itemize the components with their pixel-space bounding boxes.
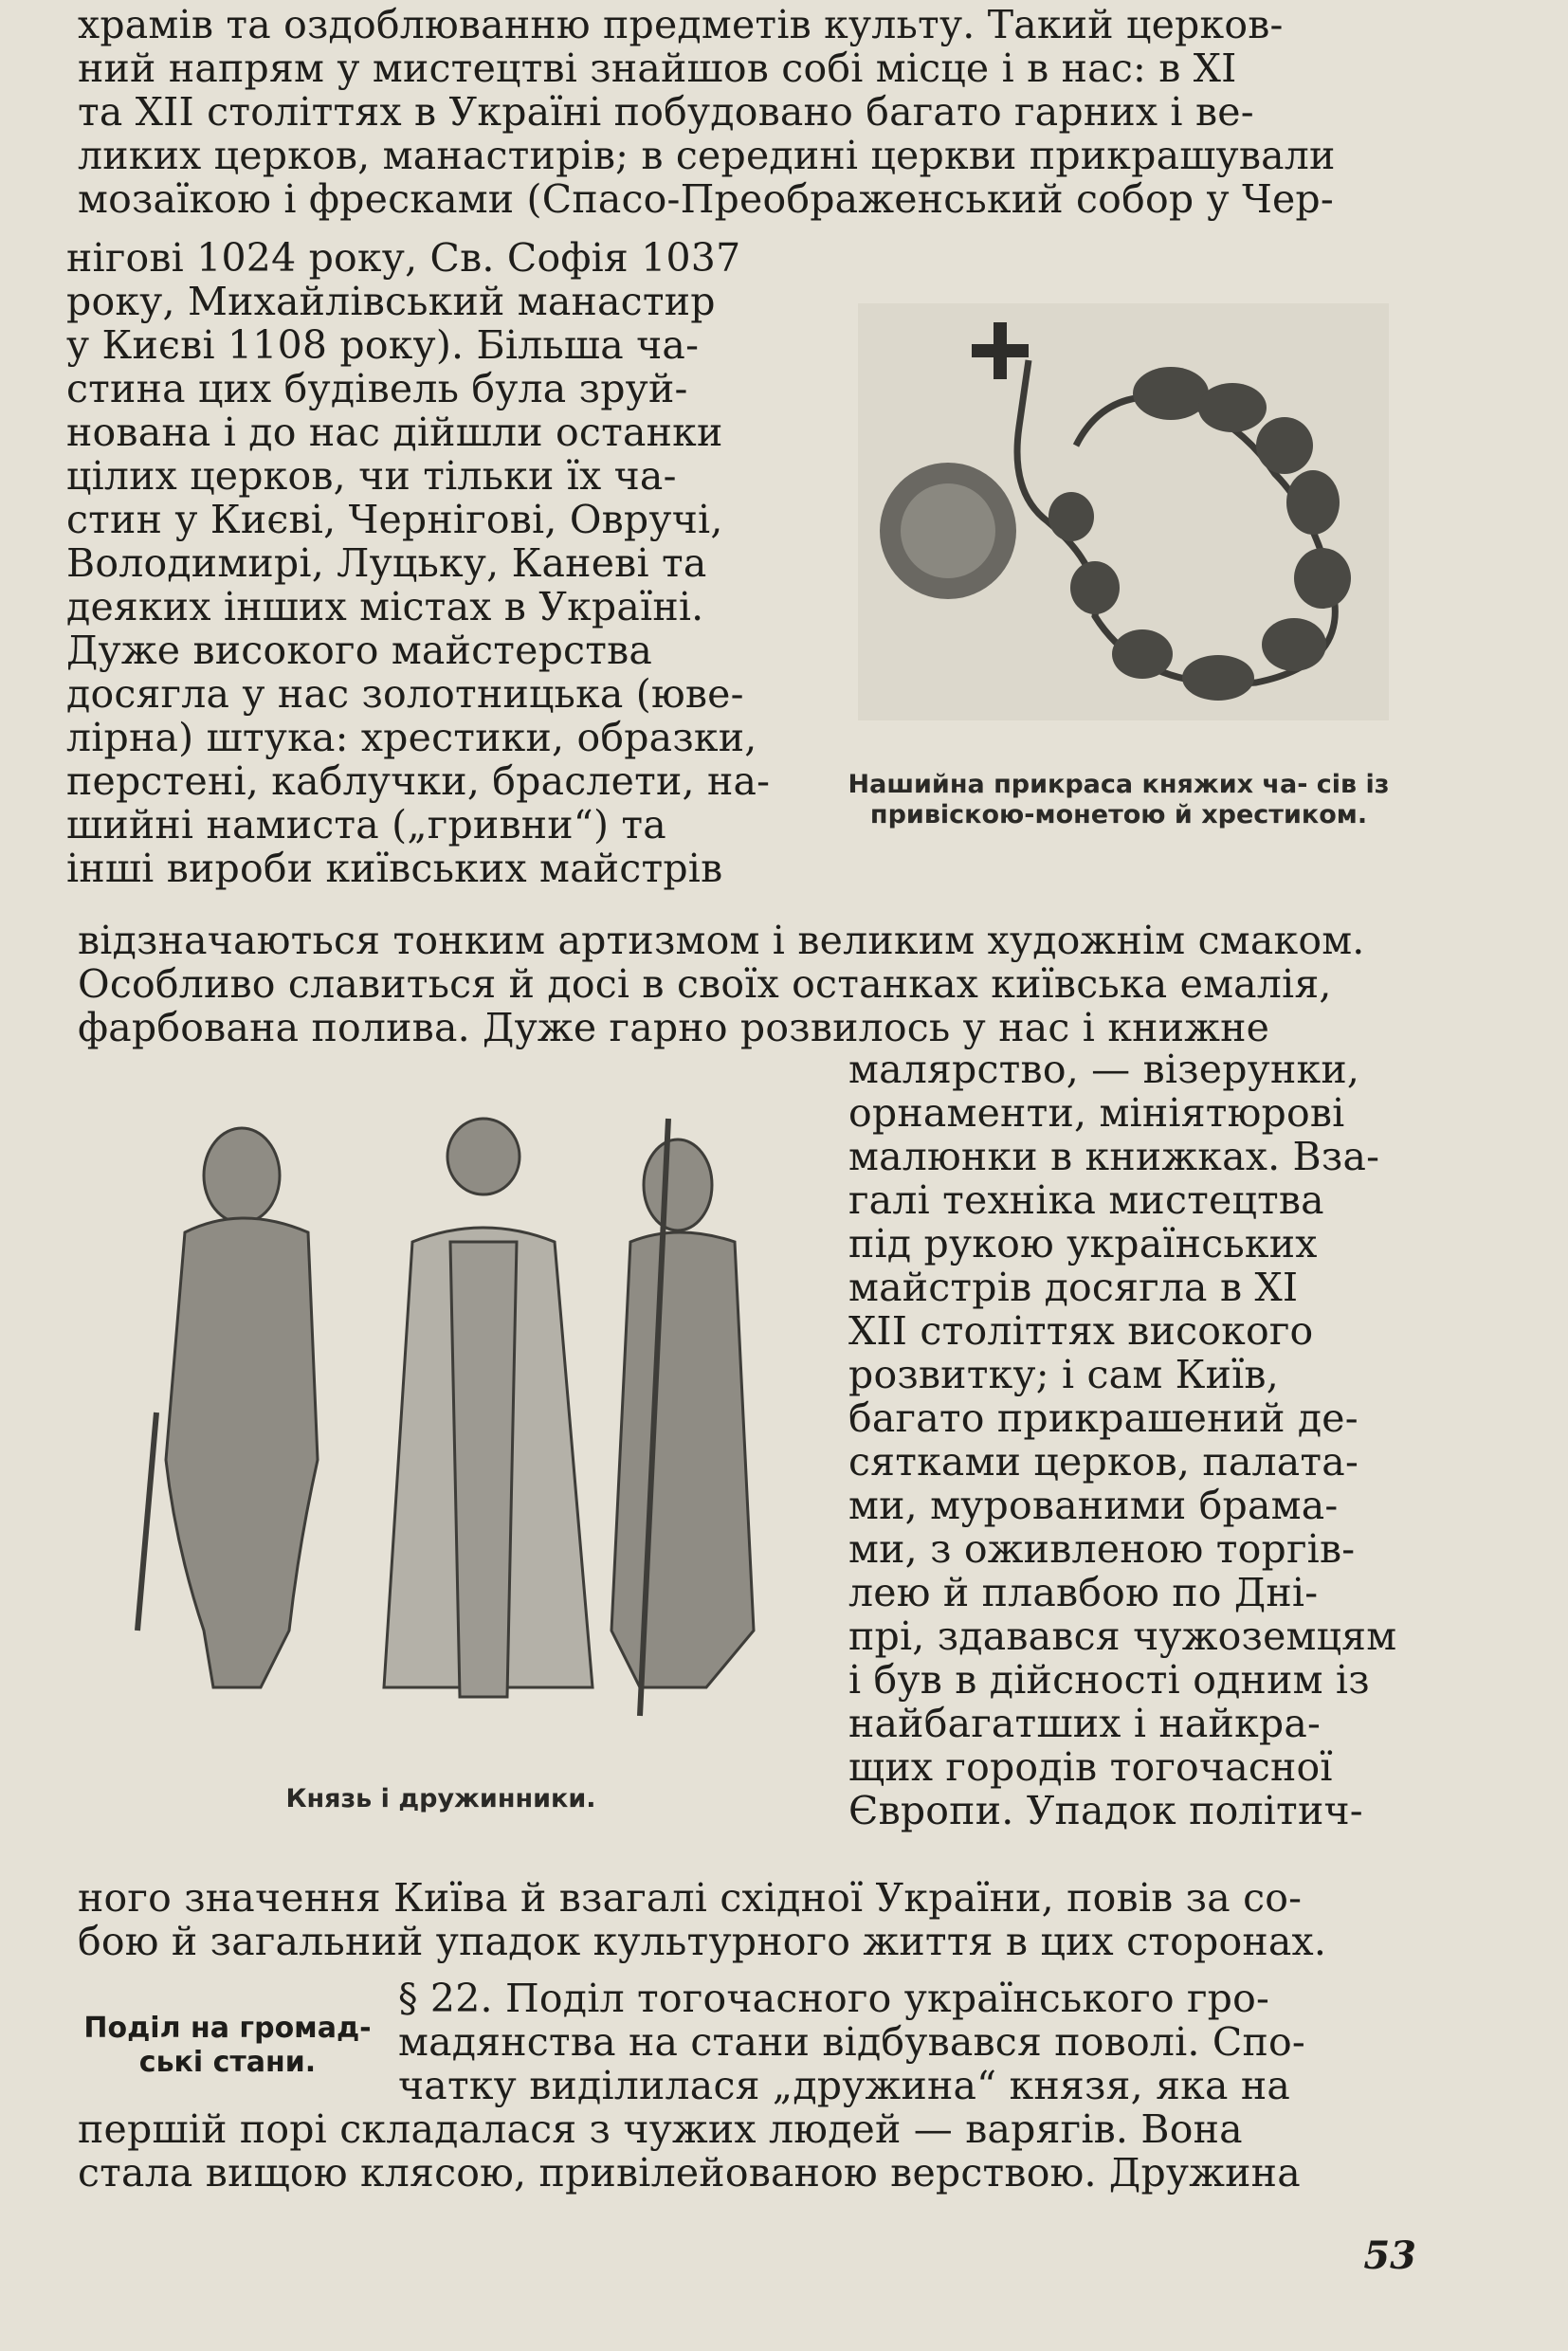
text-line: майстрів досягла в XI (848, 1265, 1299, 1310)
text-line: досягла у нас золотницька (юве- (66, 671, 744, 717)
text-line: нігові 1024 року, Св. Софія 1037 (66, 235, 741, 281)
text-line: Європи. Упадок політич- (848, 1788, 1363, 1833)
prince-caption: Князь і дружинники. (285, 1784, 596, 1813)
text-line: відзначаються тонким артизмом і великим художнім смаком. (78, 918, 1365, 963)
prince-retinue-drawing (100, 1100, 820, 1735)
necklace-illustration (858, 303, 1389, 720)
text-line: храмів та оздоблюванню предметів культу. Такий церков- (78, 2, 1284, 47)
text-line: та XII століттях в Україні побудовано багато гарних і ве- (78, 89, 1254, 135)
text-line: найбагатших і найкра- (848, 1701, 1322, 1746)
text-line: малярство, — візерунки, (848, 1047, 1360, 1092)
necklace-drawing (858, 303, 1389, 720)
text-line: лею й плавбою по Дні- (848, 1570, 1319, 1615)
text-line: чатку виділилася „дружина“ князя, яка на (398, 2063, 1291, 2108)
text-line: стин у Києві, Чернігові, Овручі, (66, 497, 723, 542)
text-line: щих городів тогочасної (848, 1744, 1333, 1790)
text-line: і був в дійсності одним із (848, 1657, 1370, 1703)
marginal-heading: Поділ на громад-ські стани. (83, 2012, 372, 2079)
text-line: у Києві 1108 року). Більша ча- (66, 322, 700, 368)
text-line: ми, з оживленою торгів- (848, 1526, 1356, 1572)
text-line: мозаїкою і фресками (Спасо-Преображенський собор у Чер- (78, 176, 1334, 222)
text-line: XII століттях високого (848, 1308, 1314, 1354)
text-line: ного значення Київа й взагалі східної України, повів за со- (78, 1875, 1303, 1921)
page-number: 53 (1363, 2233, 1416, 2278)
text-line: орнаменти, мініятюрові (848, 1090, 1345, 1136)
text-line: нована і до нас дійшли останки (66, 410, 723, 455)
prince-retinue-illustration (100, 1100, 820, 1735)
text-line: року, Михайлівський манастир (66, 279, 716, 324)
text-line: стала вищою клясою, привілейованою верствою. Дружина (78, 2150, 1301, 2196)
text-line: розвитку; і сам Київ, (848, 1352, 1279, 1397)
text-line: багато прикрашений де- (848, 1395, 1358, 1441)
text-line: галі техніка мистецтва (848, 1177, 1324, 1223)
text-line: прі, здавався чужоземцям (848, 1613, 1397, 1659)
text-line: Володимирі, Луцьку, Каневі та (66, 540, 707, 586)
text-line: ний напрям у мистецтві знайшов собі місце і в нас: в XI (78, 46, 1237, 91)
text-line: шийні намиста („гривни“) та (66, 802, 666, 847)
text-line: Дуже високого майстерства (66, 628, 653, 673)
text-line: інші вироби київських майстрів (66, 846, 723, 891)
text-line: цілих церков, чи тільки їх ча- (66, 453, 677, 499)
text-line: деяких інших містах в Україні. (66, 584, 704, 629)
text-line: стина цих будівель була зруй- (66, 366, 688, 411)
text-line: першій порі складалася з чужих людей — варягів. Вона (78, 2106, 1243, 2152)
text-line: сятками церков, палата- (848, 1439, 1359, 1485)
text-line: Особливо славиться й досі в своїх останках київська емалія, (78, 961, 1332, 1007)
text-line: малюнки в книжках. Вза- (848, 1134, 1380, 1179)
text-line: під рукою українських (848, 1221, 1318, 1267)
text-line: ликих церков, манастирів; в середині церкви прикрашували (78, 133, 1336, 178)
text-line: бою й загальний упадок культурного життя в цих сторонах. (78, 1919, 1327, 1964)
text-line: перстені, каблучки, браслети, на- (66, 758, 771, 804)
text-line: мадянства на стани відбувався поволі. Спо- (398, 2019, 1305, 2065)
necklace-caption: Нашийна прикраса княжих ча- сів із привіскою-монетою й хрестиком. (848, 770, 1390, 829)
text-line: § 22. Поділ тогочасного українського гро- (398, 1976, 1270, 2021)
text-line: ми, мурованими брама- (848, 1483, 1339, 1528)
text-line: фарбована полива. Дуже гарно розвилось у нас і книжне (78, 1005, 1270, 1050)
text-line: лірна) штука: хрестики, образки, (66, 715, 757, 760)
